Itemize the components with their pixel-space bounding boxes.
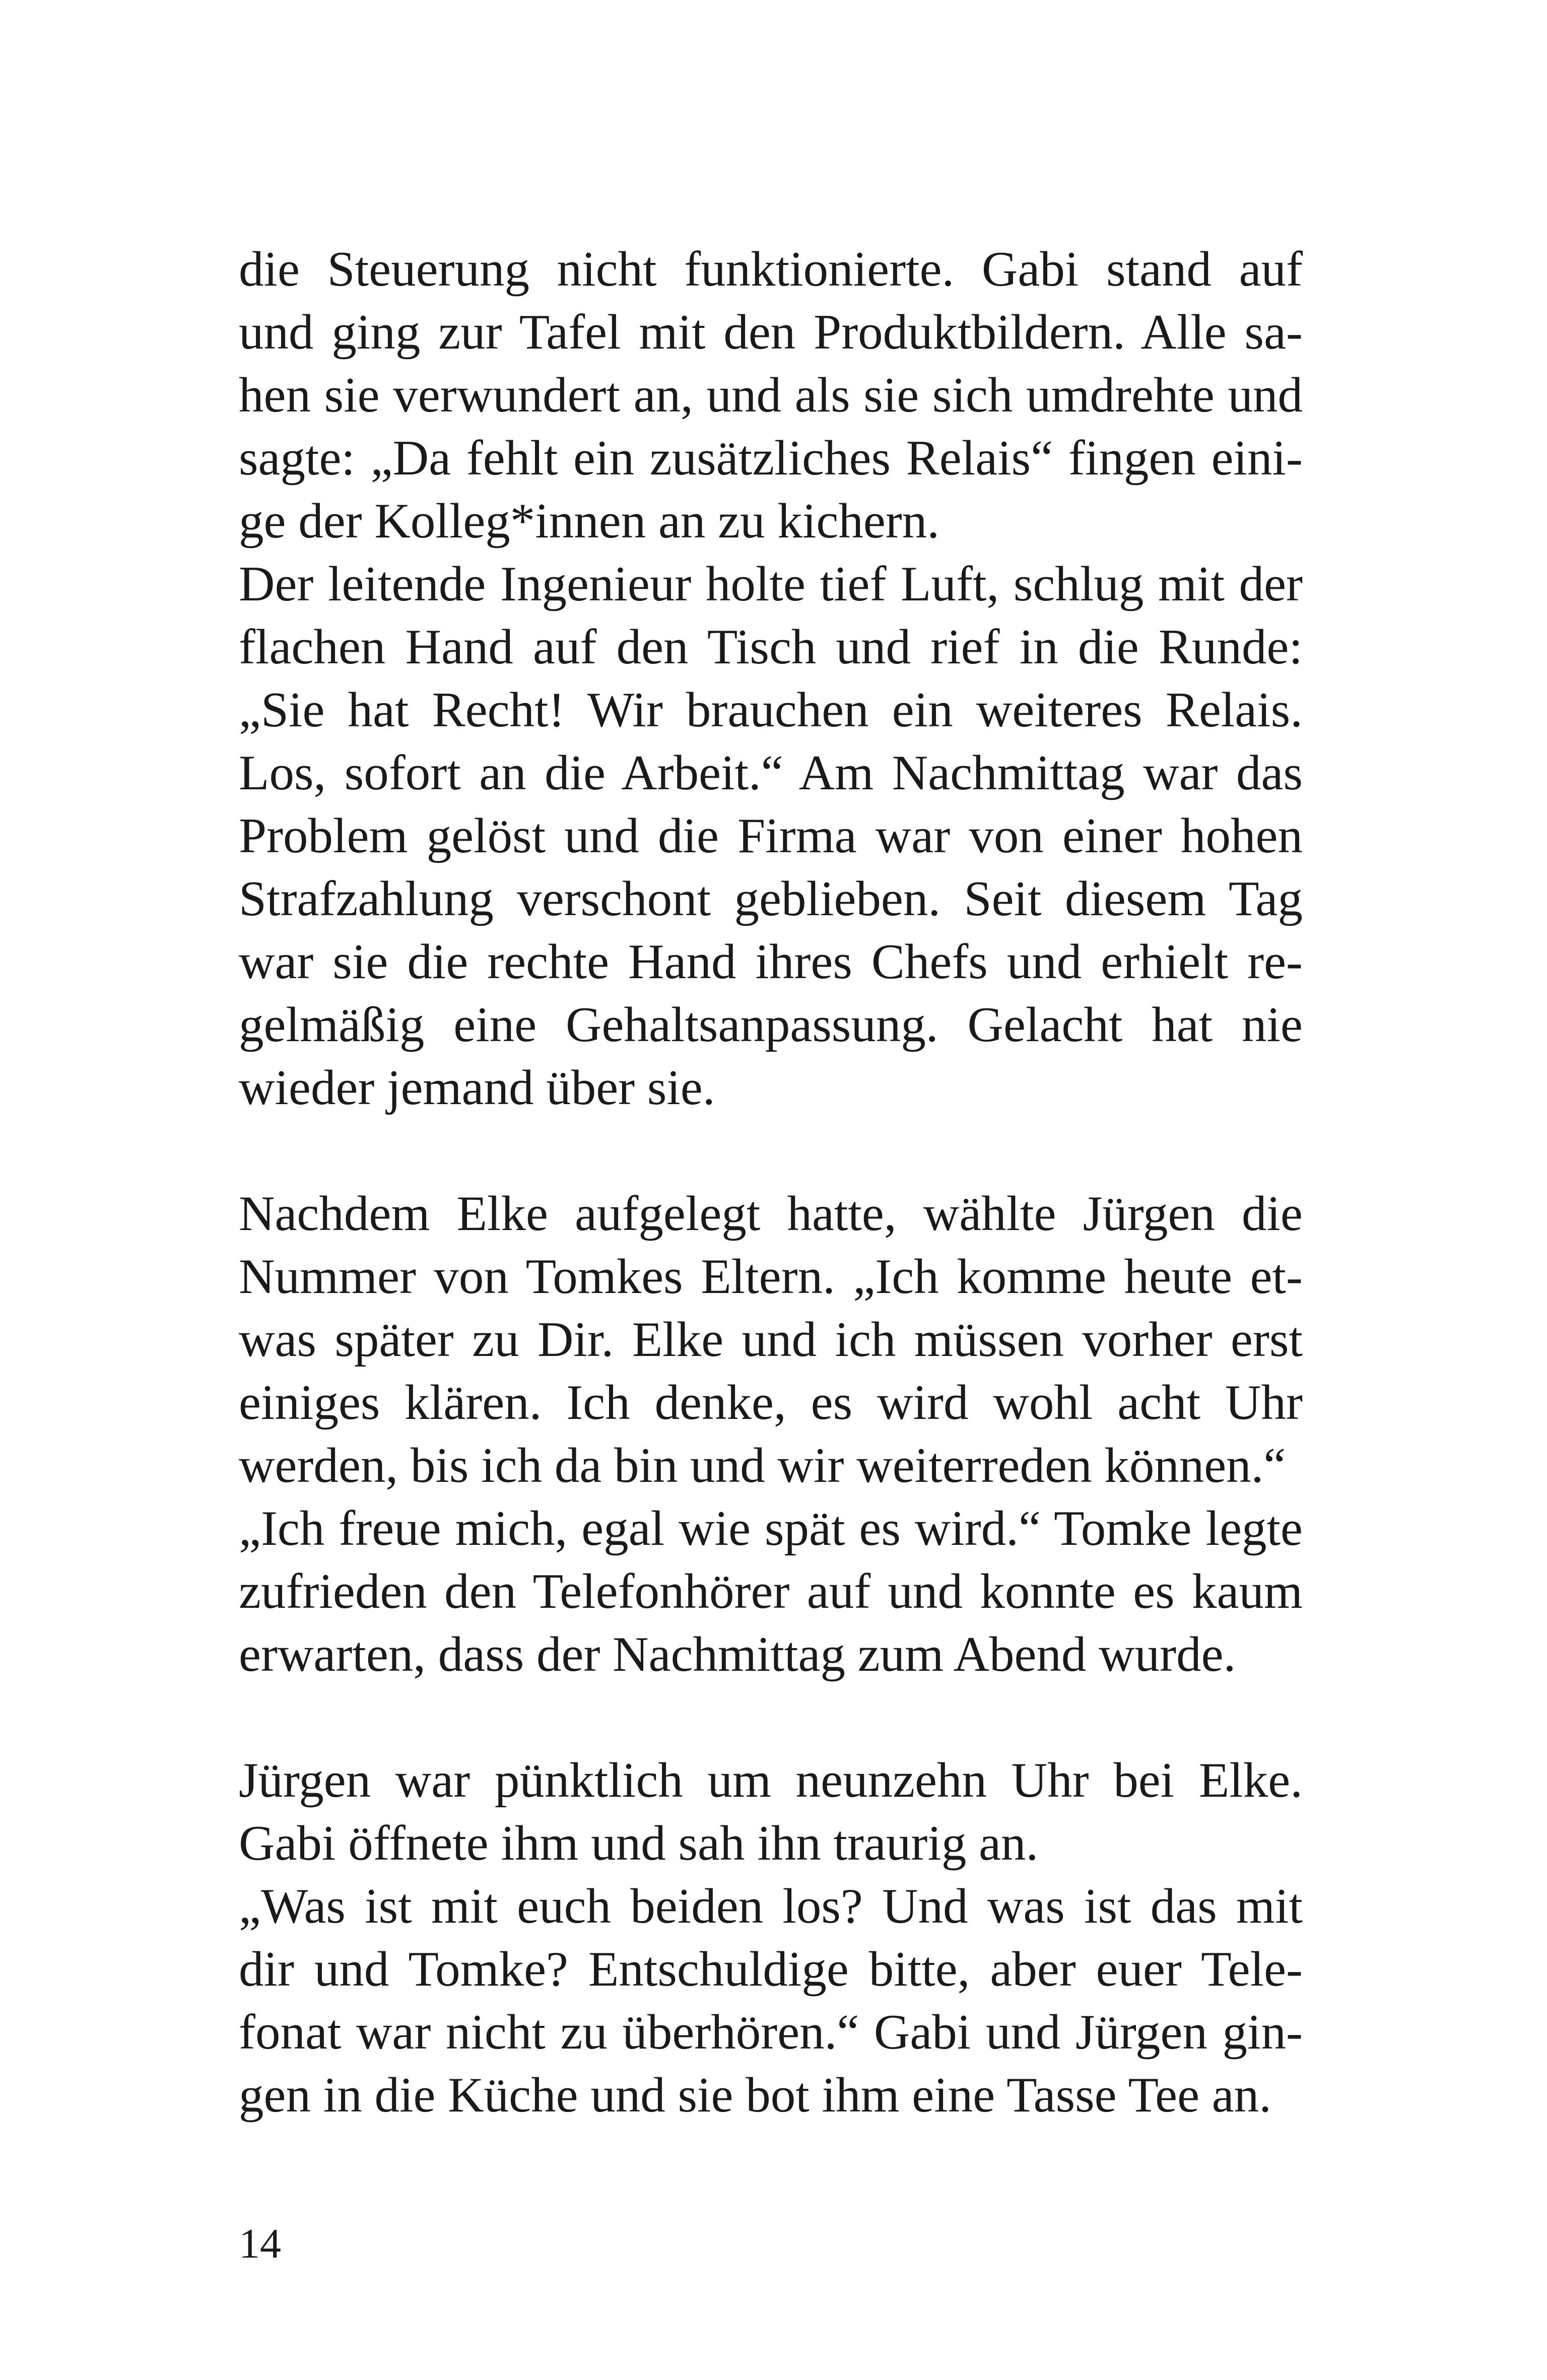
text-line: Problem gelöst und die Firma war von einer hohen [239, 808, 1303, 863]
text-line: werden, bis ich da bin und wir weiterreden können.“ [239, 1438, 1286, 1493]
text-line: Nachdem Elke aufgelegt hatte, wählte Jürgen die [239, 1186, 1303, 1241]
text-line: einiges klären. Ich denke, es wird wohl acht Uhr [239, 1375, 1303, 1430]
text-line: war sie die rechte Hand ihres Chefs und erhielt re- [239, 934, 1303, 989]
paragraph-gap [239, 1686, 1303, 1749]
text-line: Los, sofort an die Arbeit.“ Am Nachmittag war das [239, 745, 1303, 800]
paragraph [239, 1875, 1303, 2127]
text-line: dir und Tomke? Entschuldige bitte, aber euer Tele- [239, 1942, 1303, 1997]
paragraph [239, 1749, 1303, 1875]
text-line: Nummer von Tomkes Eltern. „Ich komme heute et- [239, 1249, 1303, 1304]
text-line: „Sie hat Recht! Wir brauchen ein weiteres Relais. [239, 683, 1303, 737]
text-line: Strafzahlung verschont geblieben. Seit diesem Tag [239, 871, 1303, 926]
text-line: Der leitende Ingenieur holte tief Luft, schlug mit der [239, 557, 1303, 611]
text-line: hen sie verwundert an, und als sie sich umdrehte und [239, 368, 1303, 423]
text-line: gen in die Küche und sie bot ihm eine Tasse Tee an. [239, 2068, 1271, 2123]
paragraph [239, 553, 1303, 1119]
paragraph [239, 1497, 1303, 1686]
text-line: Gabi öffnete ihm und sah ihn traurig an. [239, 1816, 1039, 1871]
text-line: „Ich freue mich, egal wie spät es wird.“ Tomke legte [239, 1501, 1303, 1556]
text-line: flachen Hand auf den Tisch und rief in die Runde: [239, 620, 1303, 674]
text-line: wieder jemand über sie. [239, 1060, 715, 1115]
text-line: ge der Kolleg*innen an zu kichern. [239, 494, 939, 549]
text-line: sagte: „Da fehlt ein zusätzliches Relais“ fingen eini- [239, 431, 1303, 486]
paragraph-gap [239, 1119, 1303, 1182]
body-text [239, 238, 1303, 2127]
text-line: „Was ist mit euch beiden los? Und was ist das mit [239, 1879, 1303, 1934]
text-line: gelmäßig eine Gehaltsanpassung. Gelacht hat nie [239, 997, 1303, 1052]
paragraph [239, 238, 1303, 553]
text-line: erwarten, dass der Nachmittag zum Abend wurde. [239, 1627, 1236, 1682]
text-line: fonat war nicht zu überhören.“ Gabi und Jürgen gin- [239, 2005, 1303, 2060]
text-line: und ging zur Tafel mit den Produktbildern. Alle sa- [239, 305, 1303, 360]
text-line: die Steuerung nicht funktionierte. Gabi stand auf [239, 242, 1303, 297]
paragraph [239, 1182, 1303, 1497]
text-line: zufrieden den Telefonhörer auf und konnte es kaum [239, 1564, 1303, 1619]
page-number: 14 [239, 2220, 281, 2267]
text-line: Jürgen war pünktlich um neunzehn Uhr bei Elke. [239, 1753, 1303, 1808]
text-line: was später zu Dir. Elke und ich müssen vorher erst [239, 1312, 1303, 1367]
